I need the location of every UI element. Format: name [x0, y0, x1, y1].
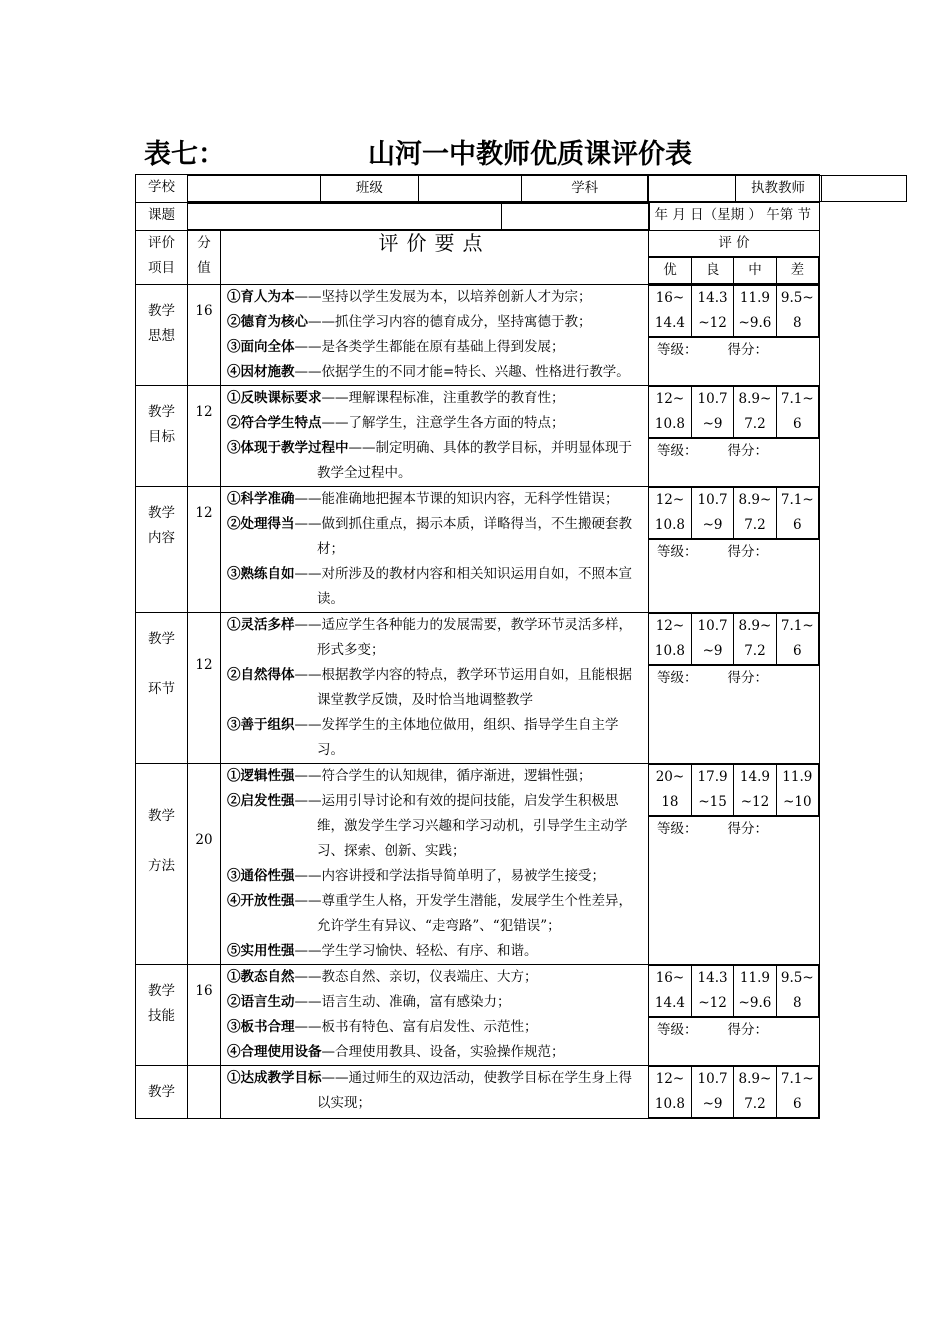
- criteria-point-key: ③面向全体: [227, 339, 295, 355]
- criteria-point-text: ——对所涉及的教材内容和相关知识运用自如，不照本宣读。: [294, 566, 632, 607]
- score-range: [776, 966, 818, 1017]
- score-range-line: 6: [793, 1096, 802, 1112]
- score-range-line: ~12: [740, 794, 770, 810]
- criteria-points: [221, 613, 649, 764]
- criteria-point-text: ——适应学生各种能力的发展需要，教学环节灵活多样，形式多变；: [294, 617, 632, 658]
- score-range-line: 14.4: [654, 315, 685, 331]
- score-range-line: 12~: [655, 618, 685, 634]
- criteria-item-line: 目标: [148, 429, 175, 445]
- criteria-point-key: ③板书合理: [227, 1019, 295, 1035]
- criteria-point-key: ③善于组织: [227, 717, 295, 733]
- criteria-point-key: ①育人为本: [227, 289, 295, 305]
- score-range: [649, 614, 691, 665]
- grade-score-field[interactable]: [649, 337, 819, 363]
- score-range-line: 6: [793, 416, 802, 432]
- score-range-line: 7.2: [744, 416, 766, 432]
- criteria-row: [136, 965, 820, 1066]
- teacher-field[interactable]: [821, 176, 906, 202]
- criteria-score: 16: [188, 285, 221, 386]
- score-range-line: 7.1~: [780, 1071, 814, 1087]
- criteria-point-text: —合理使用教具、设备，实验操作规范；: [321, 1044, 565, 1060]
- criteria-point-key: ①灵活多样: [227, 617, 295, 633]
- grade-label: 等级：: [657, 1022, 698, 1038]
- criteria-point: [227, 487, 644, 512]
- criteria-point: [227, 965, 644, 990]
- score-range-line: 14.9: [739, 769, 770, 785]
- criteria-point-key: ③体现于教学过程中: [227, 440, 349, 456]
- criteria-point: [227, 512, 644, 562]
- score-range-line: 10.7: [697, 618, 728, 634]
- score-range-line: 17.9: [697, 769, 728, 785]
- score-range-line: 16~: [655, 290, 685, 306]
- criteria-item-line: 教学: [148, 505, 175, 521]
- criteria-item-line: 环节: [148, 681, 175, 697]
- criteria-point-key: ①反映课标要求: [227, 390, 322, 406]
- criteria-point-text: ——语言生动、准确，富有感染力；: [294, 994, 511, 1010]
- criteria-item-line: 方法: [148, 858, 175, 874]
- grade-label: 等级：: [657, 821, 698, 837]
- score-range: [691, 286, 733, 337]
- criteria-point-text: ——理解课程标准，注重教学的教育性；: [321, 390, 565, 406]
- criteria-point-key: ⑤实用性强: [227, 943, 295, 959]
- score-range: [691, 488, 733, 539]
- score-range-line: 8.9~: [738, 391, 772, 407]
- score-range: [776, 286, 818, 337]
- school-label: 学校: [136, 175, 188, 203]
- criteria-point-key: ①达成教学目标: [227, 1070, 322, 1086]
- criteria-evaluation: [649, 764, 820, 965]
- score-range: [776, 387, 818, 438]
- criteria-point-text: ——坚持以学生发展为本，以培养创新人才为宗；: [294, 289, 592, 305]
- score-range-line: 7.2: [744, 1096, 766, 1112]
- criteria-point-text: ——做到抓住重点，揭示本质，详略得当，不生搬硬套教材；: [294, 516, 632, 557]
- criteria-item-line: 教学: [148, 808, 175, 824]
- criteria-point-text: ——了解学生，注意学生各方面的特点；: [321, 415, 565, 431]
- score-range: [691, 614, 733, 665]
- criteria-point-text: ——教态自然、亲切，仪表端庄、大方；: [294, 969, 538, 985]
- score-range-line: 10.8: [654, 643, 685, 659]
- score-range: [691, 966, 733, 1017]
- score-range-line: 9.5~: [780, 970, 814, 986]
- grade-medium: 中: [734, 258, 776, 284]
- criteria-point: [227, 436, 644, 486]
- criteria-point-text: ——板书有特色、富有启发性、示范性；: [294, 1019, 538, 1035]
- score-range: [691, 387, 733, 438]
- criteria-point: [227, 411, 644, 436]
- criteria-evaluation: [649, 613, 820, 764]
- criteria-score: 20: [188, 764, 221, 965]
- criteria-point: [227, 562, 644, 612]
- criteria-item: [136, 487, 188, 613]
- criteria-row: [136, 1066, 820, 1119]
- score-range: [734, 966, 776, 1017]
- criteria-row: [136, 386, 820, 487]
- criteria-points: [221, 386, 649, 487]
- score-range: [734, 387, 776, 438]
- score-range: [776, 765, 818, 816]
- score-label: 得分：: [727, 821, 768, 837]
- grade-score-field[interactable]: [649, 438, 819, 464]
- score-label: 得分：: [727, 1022, 768, 1038]
- table-number: 表七：: [144, 139, 225, 170]
- criteria-point-text: ——依据学生的不同才能=特长、兴趣、性格进行教学。: [294, 364, 630, 380]
- topic-field[interactable]: [188, 204, 501, 230]
- criteria-item: [136, 613, 188, 764]
- score-range-line: 10.8: [654, 416, 685, 432]
- criteria-evaluation: [649, 1066, 820, 1119]
- criteria-point: [227, 889, 644, 939]
- topic-label: 课题: [136, 203, 188, 231]
- score-range-line: 10.7: [697, 1071, 728, 1087]
- criteria-item-line: 思想: [148, 328, 175, 344]
- class-label: 班级: [320, 176, 419, 202]
- score-range: [649, 387, 691, 438]
- grade-score-field[interactable]: [649, 1017, 819, 1043]
- score-range-line: 14.3: [697, 290, 728, 306]
- score-range-line: 10.7: [697, 391, 728, 407]
- score-label: 得分：: [727, 443, 768, 459]
- criteria-row: [136, 487, 820, 613]
- criteria-point-text: ——制定明确、具体的教学目标，并明显体现于教学全过程中。: [317, 440, 632, 481]
- score-range: [649, 286, 691, 337]
- score-range-line: 7.1~: [780, 618, 814, 634]
- criteria-point: [227, 1015, 644, 1040]
- grade-label: 等级：: [657, 443, 698, 459]
- score-range: [734, 286, 776, 337]
- subject-label: 学科: [522, 176, 648, 202]
- grade-label: 等级：: [657, 342, 698, 358]
- criteria-score: 12: [188, 487, 221, 613]
- score-range-line: 7.2: [744, 643, 766, 659]
- score-range-line: 11.9: [739, 290, 770, 306]
- criteria-point: [227, 613, 644, 663]
- criteria-point-key: ②德育为核心: [227, 314, 308, 330]
- criteria-points: [221, 965, 649, 1066]
- class-field[interactable]: [419, 176, 522, 202]
- score-range-line: 7.2: [744, 517, 766, 533]
- evaluation-table: [135, 174, 820, 1119]
- score-range: [649, 765, 691, 816]
- criteria-point-key: ①逻辑性强: [227, 768, 295, 784]
- score-range-line: 16~: [655, 970, 685, 986]
- score-range: [691, 765, 733, 816]
- score-range-line: 8: [793, 315, 802, 331]
- score-range-line: ~9: [702, 517, 723, 533]
- score-range-line: 10.8: [654, 1096, 685, 1112]
- score-range-line: 12~: [655, 1071, 685, 1087]
- score-range-line: 8.9~: [738, 618, 772, 634]
- score-range-line: 10.8: [654, 517, 685, 533]
- column-header-row: [136, 231, 820, 285]
- criteria-points: [221, 487, 649, 613]
- score-range-line: 11.9: [739, 970, 770, 986]
- score-range-line: 12~: [655, 492, 685, 508]
- criteria-point: [227, 764, 644, 789]
- criteria-evaluation: [649, 487, 820, 613]
- criteria-item: [136, 965, 188, 1066]
- criteria-item-line: 教学: [148, 1084, 175, 1100]
- score-range-line: 20~: [655, 769, 685, 785]
- criteria-point: [227, 939, 644, 964]
- criteria-row: [136, 285, 820, 386]
- criteria-item-line: 教学: [148, 404, 175, 420]
- criteria-score: [188, 1066, 221, 1119]
- criteria-point-text: ——学生学习愉快、轻松、有序、和谐。: [294, 943, 538, 959]
- criteria-point: [227, 663, 644, 713]
- score-range: [691, 1067, 733, 1118]
- score-range-line: 8.9~: [738, 1071, 772, 1087]
- criteria-point-text: ——内容讲授和学法指导简单明了，易被学生接受；: [294, 868, 605, 884]
- score-range-line: 7.1~: [780, 391, 814, 407]
- score-header-1: 分: [197, 235, 211, 251]
- criteria-row: [136, 613, 820, 764]
- criteria-points: [221, 764, 649, 965]
- criteria-item: [136, 386, 188, 487]
- score-range-line: ~9: [702, 643, 723, 659]
- criteria-evaluation: [649, 965, 820, 1066]
- criteria-score: 12: [188, 386, 221, 487]
- criteria-point-key: ②语言生动: [227, 994, 295, 1010]
- criteria-point: [227, 713, 644, 763]
- score-range: [649, 1067, 691, 1118]
- criteria-item: [136, 1066, 188, 1119]
- criteria-item-line: 教学: [148, 631, 175, 647]
- criteria-points: [221, 285, 649, 386]
- score-range-line: ~15: [698, 794, 727, 810]
- criteria-point-key: ②自然得体: [227, 667, 295, 683]
- criteria-point-key: ②处理得当: [227, 516, 295, 532]
- criteria-point: [227, 285, 644, 310]
- score-range: [734, 1067, 776, 1118]
- document-title: [0, 128, 950, 178]
- score-range-line: 14.3: [697, 970, 728, 986]
- grade-score-field[interactable]: [649, 539, 819, 565]
- header-row-2: [136, 203, 820, 231]
- criteria-evaluation: [649, 386, 820, 487]
- criteria-score: 12: [188, 613, 221, 764]
- criteria-item-line: 内容: [148, 530, 175, 546]
- score-range-line: ~9.6: [738, 315, 772, 331]
- criteria-point-key: ②启发性强: [227, 793, 295, 809]
- score-range-line: 7.1~: [780, 492, 814, 508]
- score-label: 得分：: [727, 670, 768, 686]
- header-row-1: [136, 175, 820, 203]
- score-range-line: ~10: [783, 794, 812, 810]
- score-range-line: ~9.6: [738, 995, 772, 1011]
- criteria-point-text: ——符合学生的认知规律，循序渐进，逻辑性强；: [294, 768, 592, 784]
- criteria-point-key: ④因材施教: [227, 364, 295, 380]
- criteria-item-line: 技能: [148, 1008, 175, 1024]
- criteria-point: [227, 864, 644, 889]
- criteria-point-key: ④开放性强: [227, 893, 295, 909]
- criteria-point: [227, 1066, 644, 1116]
- grade-good: 良: [691, 258, 733, 284]
- score-range: [776, 614, 818, 665]
- score-range-line: 18: [661, 794, 679, 810]
- criteria-point: [227, 335, 644, 360]
- grade-score-field[interactable]: [649, 665, 819, 691]
- item-header-2: 项目: [148, 260, 175, 276]
- score-header-2: 值: [197, 260, 211, 276]
- score-range-line: 9.5~: [780, 290, 814, 306]
- criteria-point-text: ——抓住学习内容的德育成分，坚持寓德于教；: [308, 314, 592, 330]
- score-range-line: ~12: [698, 995, 727, 1011]
- score-range-line: ~12: [698, 315, 727, 331]
- criteria-item-line: 教学: [148, 983, 175, 999]
- criteria-point-key: ②符合学生特点: [227, 415, 322, 431]
- criteria-point-text: ——根据教学内容的特点，教学环节运用自如，且能根据课堂教学反馈，及时恰当地调整教学: [294, 667, 632, 708]
- criteria-point: [227, 990, 644, 1015]
- criteria-point-key: ③通俗性强: [227, 868, 295, 884]
- item-header-1: 评价: [148, 235, 175, 251]
- criteria-score: 16: [188, 965, 221, 1066]
- criteria-point-key: ④合理使用设备: [227, 1044, 322, 1060]
- score-range: [649, 488, 691, 539]
- criteria-item: [136, 285, 188, 386]
- score-range-line: 14.4: [654, 995, 685, 1011]
- grade-poor: 差: [776, 258, 818, 284]
- criteria-item: [136, 764, 188, 965]
- criteria-point-text: ——发挥学生的主体地位做用，组织、指导学生自主学习。: [294, 717, 619, 758]
- criteria-evaluation: [649, 285, 820, 386]
- criteria-point: [227, 360, 644, 385]
- criteria-point: [227, 310, 644, 335]
- criteria-point: [227, 386, 644, 411]
- score-range: [776, 488, 818, 539]
- score-range-line: 12~: [655, 391, 685, 407]
- score-range: [734, 614, 776, 665]
- grade-excellent: 优: [649, 258, 691, 284]
- criteria-row: [136, 764, 820, 965]
- criteria-point-key: ③熟练自如: [227, 566, 295, 582]
- criteria-point: [227, 1040, 644, 1065]
- score-label: 得分：: [727, 342, 768, 358]
- criteria-point: [227, 789, 644, 864]
- grade-score-field[interactable]: [649, 816, 819, 842]
- criteria-point-text: ——运用引导讨论和有效的提问技能，启发学生积极思维，激发学生学习兴趣和学习动机，引导学生主动学习、探索、创新、实践；: [294, 793, 628, 859]
- score-range-line: 10.7: [697, 492, 728, 508]
- teacher-label: 执教教师: [735, 176, 821, 202]
- criteria-item-line: 教学: [148, 303, 175, 319]
- score-range-line: 8: [793, 995, 802, 1011]
- criteria-points: [221, 1066, 649, 1119]
- criteria-point-key: ①科学准确: [227, 491, 295, 507]
- criteria-point-text: ——能准确地把握本节课的知识内容，无科学性错误；: [294, 491, 619, 507]
- subject-field[interactable]: [649, 176, 735, 202]
- criteria-point-text: ——尊重学生人格，开发学生潜能，发展学生个性差异，允许学生有异议、“走弯路”、“犯错误”；: [294, 893, 632, 934]
- evaluation-header: 评 价: [649, 231, 819, 257]
- grade-label: 等级：: [657, 670, 698, 686]
- score-label: 得分：: [727, 544, 768, 560]
- criteria-point-key: ①教态自然: [227, 969, 295, 985]
- score-range: [734, 765, 776, 816]
- score-range: [734, 488, 776, 539]
- criteria-point-text: ——通过师生的双边活动，使教学目标在学生身上得以实现；: [317, 1070, 632, 1111]
- score-range-line: 11.9: [782, 769, 813, 785]
- grade-label: 等级：: [657, 544, 698, 560]
- score-range-line: 6: [793, 517, 802, 533]
- score-range-line: 8.9~: [738, 492, 772, 508]
- score-range: [776, 1067, 818, 1118]
- criteria-point-text: ——是各类学生都能在原有基础上得到发展；: [294, 339, 565, 355]
- points-header: 评价要点: [221, 231, 649, 285]
- score-range-line: ~9: [702, 416, 723, 432]
- table-title: 山河一中教师优质课评价表: [368, 139, 692, 170]
- school-field[interactable]: [188, 176, 320, 202]
- score-range: [649, 966, 691, 1017]
- score-range-line: 6: [793, 643, 802, 659]
- score-range-line: ~9: [702, 1096, 723, 1112]
- time-field[interactable]: 年 月 日（星期 ） 午第 节: [649, 203, 820, 231]
